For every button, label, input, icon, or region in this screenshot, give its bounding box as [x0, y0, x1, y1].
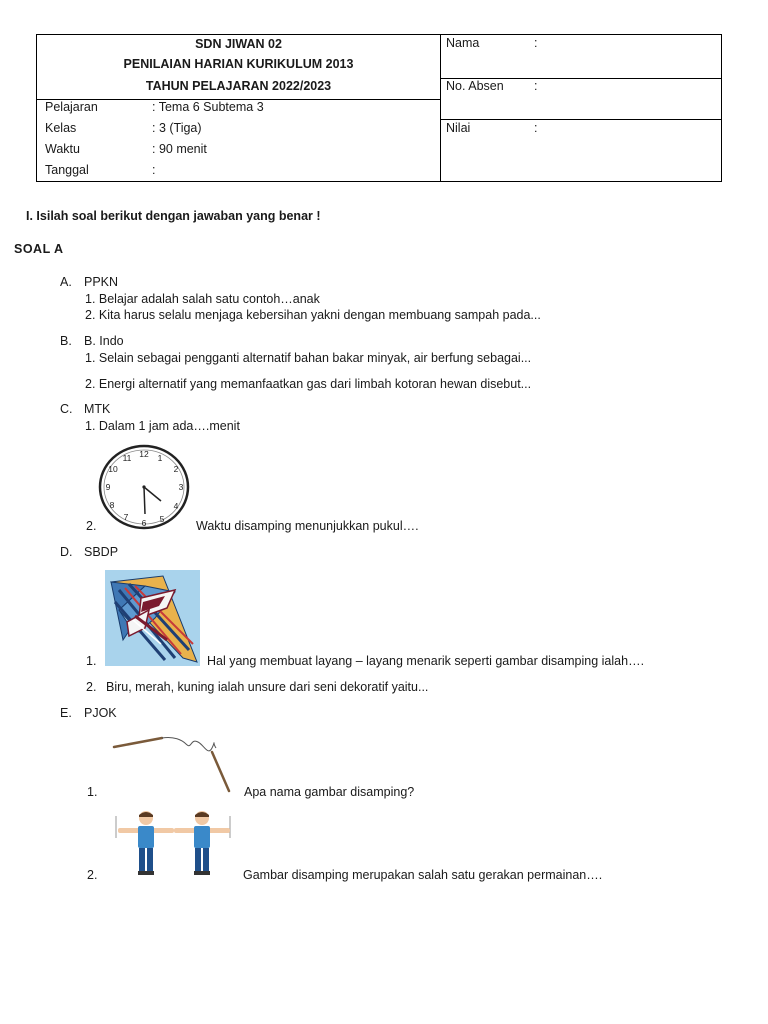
clock-number-2: 2 [173, 464, 179, 474]
row-divider [440, 119, 722, 120]
question-e1: Apa nama gambar disamping? [244, 785, 415, 799]
field-value-pelajaran: : Tema 6 Subtema 3 [152, 100, 264, 114]
clock-number-4: 4 [173, 501, 179, 511]
clock-number-12: 12 [139, 449, 149, 459]
field-label-pelajaran: Pelajaran [45, 100, 98, 114]
section-letter-b: B. [60, 334, 72, 348]
field-value-no-absen[interactable]: : [534, 79, 538, 93]
academic-year: TAHUN PELAJARAN 2022/2023 [145, 79, 332, 93]
section-letter-c: C. [60, 402, 73, 416]
exercise-kids-image [112, 808, 234, 878]
kite-image [105, 570, 200, 666]
assessment-title: PENILAIAN HARIAN KURIKULUM 2013 [123, 57, 354, 71]
clock-number-3: 3 [178, 482, 184, 492]
clock-number-7: 7 [123, 512, 129, 522]
field-value-tanggal: : [152, 163, 156, 177]
header-table [36, 34, 722, 182]
question-d2-number: 2. [86, 680, 97, 694]
clock-number-1: 1 [157, 453, 163, 463]
section-letter-e: E. [60, 706, 72, 720]
question-c1: 1. Dalam 1 jam ada….menit [85, 419, 240, 433]
clock-number-9: 9 [105, 482, 111, 492]
question-d1: Hal yang membuat layang – layang menarik seperti gambar disamping ialah…. [207, 654, 645, 668]
question-d2: Biru, merah, kuning ialah unsure dari seni dekoratif yaitu... [106, 680, 429, 694]
question-d1-number: 1. [86, 654, 97, 668]
clock-number-5: 5 [159, 514, 165, 524]
clock-image [96, 443, 192, 531]
clock-number-10: 10 [108, 464, 118, 474]
section-title-ppkn: PPKN [84, 275, 119, 289]
clock-number-11: 11 [122, 453, 132, 463]
question-e1-number: 1. [87, 785, 98, 799]
field-value-nama[interactable]: : [534, 36, 538, 50]
clock-number-6: 6 [141, 518, 147, 528]
section-letter-d: D. [60, 545, 73, 559]
instruction: I. Isilah soal berikut dengan jawaban yang benar ! [26, 209, 321, 223]
section-title-pjok: PJOK [84, 706, 117, 720]
field-label-no-absen: No. Absen [446, 79, 504, 93]
field-label-nama: Nama [446, 36, 480, 50]
clock-number-8: 8 [109, 500, 115, 510]
jump-rope-image [112, 730, 234, 796]
question-a2: 2. Kita harus selalu menjaga kebersihan yakni dengan membuang sampah pada... [85, 308, 541, 322]
question-b1: 1. Selain sebagai pengganti alternatif bahan bakar minyak, air berfung sebagai... [85, 351, 532, 365]
field-label-tanggal: Tanggal [45, 163, 89, 177]
field-label-waktu: Waktu [45, 142, 80, 156]
question-e2: Gambar disamping merupakan salah satu gerakan permainan…. [243, 868, 603, 882]
section-title-b-indo: B. Indo [84, 334, 124, 348]
field-value-kelas: : 3 (Tiga) [152, 121, 202, 135]
soal-title: SOAL A [14, 242, 64, 256]
question-b2: 2. Energi alternatif yang memanfaatkan gas dari limbah kotoran hewan disebut... [85, 377, 532, 391]
field-label-nilai: Nilai [446, 121, 471, 135]
field-value-nilai[interactable]: : [534, 121, 538, 135]
section-title-sbdp: SBDP [84, 545, 119, 559]
field-label-kelas: Kelas [45, 121, 77, 135]
question-c2-number: 2. [86, 519, 97, 533]
question-c2: Waktu disamping menunjukkan pukul…. [196, 519, 419, 533]
table-divider [440, 35, 441, 181]
school-name: SDN JIWAN 02 [195, 37, 282, 51]
section-title-mtk: MTK [84, 402, 111, 416]
question-e2-number: 2. [87, 868, 98, 882]
field-value-waktu: : 90 menit [152, 142, 207, 156]
question-a1: 1. Belajar adalah salah satu contoh…anak [85, 292, 320, 306]
section-letter-a: A. [60, 275, 72, 289]
